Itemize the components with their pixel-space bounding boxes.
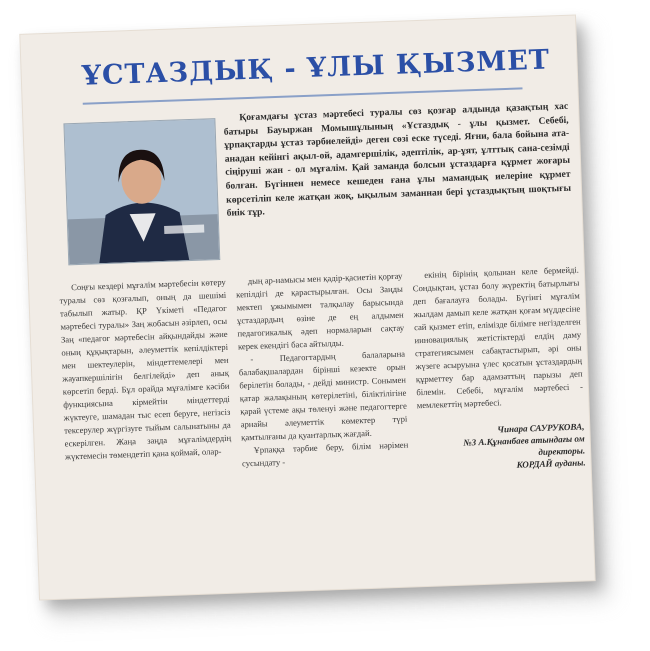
teacher-photo <box>63 118 220 265</box>
article-headline: ҰСТАЗДЫҚ - ҰЛЫ ҚЫЗМЕТ <box>81 44 551 92</box>
author-place: КОРДАЙ ауданы. <box>516 457 586 470</box>
article-lead: Қоғамдағы ұстаз мәртебесі туралы сөз қозғар алдында қазақтың хас батыры Бауыржан Момышұлының «Ұстаздық - ұлы қызмет. Себебі, ұрпақтарды ұстаз тәрбиелейді» деген сөзі еске түседі. Яғни, бала бойына ата-анадан кейінгі ақыл-ой, адамгершілік, әдептілік, ар-ұят, ұлттық сана-сезімді сіңіруші жан - ол мұғалім. Қай заманда болсын ұстаздарға құрмет жоғары болған. Бүгіннен немесе кешеден ғана ұлы мамандық иелеріне құрмет көрсетіліп келе жатқан жоқ, ықылым заманнан бері ұстаздықтың шоқтығы биік тұр. <box>223 100 572 219</box>
paragraph: екінің бірінің қолынан келе бермейді. Сондықтан, ұстаз болу жүректің батырлығы деп бағалауға болады. Бүгінгі мұғалім жылдам дамып келе жатқан қоғам мүддесіне сай қызмет етіп, елімізде білімге негізделген инновациялық жетістіктерді елдің даму стратегиясымен сабақтастырып, әрі оны жүзеге асыруына үлес қосатын ұстаздардың құрметтеу бар адамзаттың парызы деп білемін. Себебі, мұғалім мәртебесі - мемлекеттің мәртебесі. <box>412 264 584 411</box>
author-signature <box>418 420 586 474</box>
paragraph: - Педагогтардың балаларына балабақшалардан бірінші кезекте орын берілетін болады, - дейді министр. Сонымен қатар жалақының көтерілетіні, біліктілігіне қарай үстеме ақы төленуі және педагогтерге арнайы әлеуметтік көмектер түрі қамтылғаны да қуантарлық жағдай. <box>238 348 408 443</box>
author-name: Чинара САУРУКОВА, <box>497 421 585 435</box>
body-column-2 <box>236 270 413 576</box>
article-body <box>59 264 589 582</box>
newspaper-clipping <box>20 15 594 599</box>
author-role: №3 А.Құнанбаев атындағы ом директоры. <box>463 433 586 458</box>
paragraph: Соңғы кездері мұғалім мәртебесін көтеру туралы сөз қозғалып, оның да шешімі табылып жатыр. ҚР Үкіметі «Педагог мәртебесі туралы» Заң жобасын әзірлеп, осы Заң «педагог мәртебесін айқындайды және оның құқықтарын, әлеуметтік кепілдіктері мен шектеулерін, міндеттемелері мен жауапкершілігін белгілейді» деп анық көрсетіп берді. Бұл орайда мұғалімге кәсіби функциясына кірмейтін міндеттерді жүктеуге, шамадан тыс есеп беруге, негізсіз тексерулер жүргізуге тыйым салынатыны да ескерілген. Жаңа заңда мұғалімдердің жүктемесін төмендетіп қана қоймай, олар- <box>59 276 232 462</box>
paragraph: Ұрпаққа тәрбие беру, білім нәрімен сусындату - <box>241 439 409 469</box>
body-column-1 <box>59 276 236 582</box>
headline-rule <box>83 87 523 104</box>
body-column-3 <box>412 264 589 570</box>
paragraph: дың ар-намысы мен қадір-қасиетін қорғау кепілдігі де қарастырылған. Осы Заңды мектеп ұжымымен талқылау барысында ұстаздардың өзіне де ең алдымен педагогикалық әдеп нормаларын сақтау керек екендігі баса айтылды. <box>235 270 405 352</box>
